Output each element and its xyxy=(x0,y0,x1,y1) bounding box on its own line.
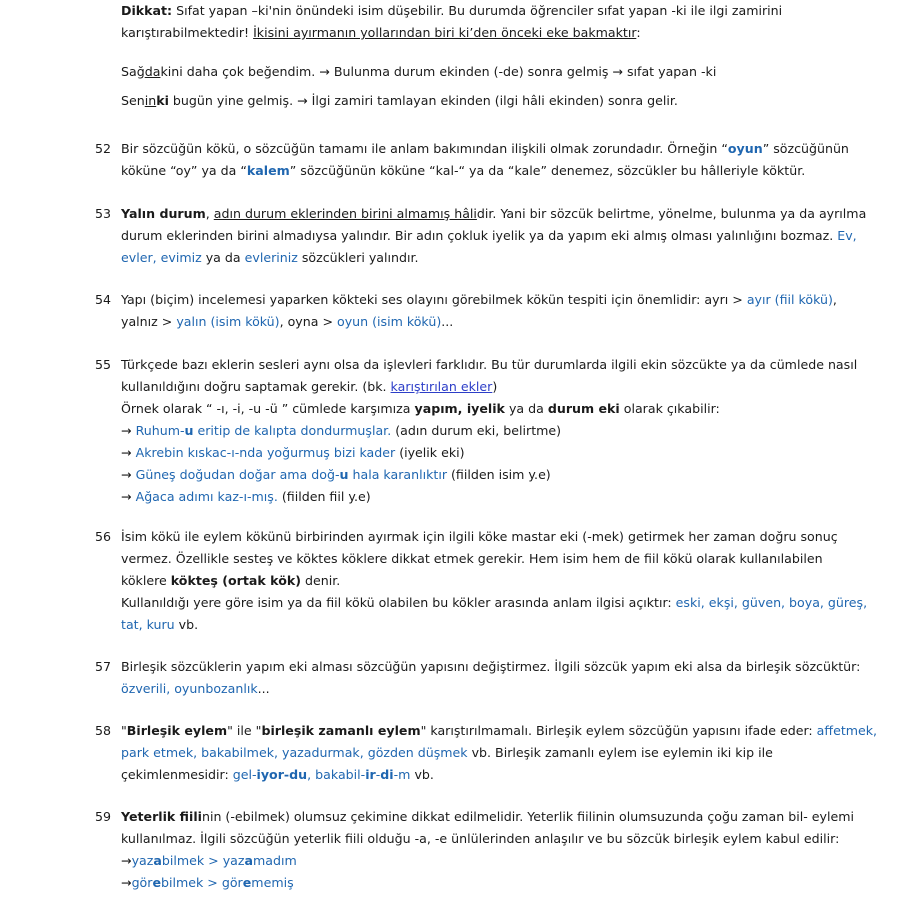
underlined-definition: adın durum eklerinden birini almamış hâli xyxy=(213,206,477,221)
example-text: yaz xyxy=(131,853,154,868)
example-suffix: ir xyxy=(365,767,376,782)
arrow-icon: → xyxy=(121,489,132,504)
text: çekimlenmesidir: xyxy=(121,767,233,782)
example-vowel: a xyxy=(153,853,162,868)
example-line xyxy=(121,486,881,508)
example-text: memiş xyxy=(251,875,294,890)
text: köklere xyxy=(121,573,171,588)
note-label: Dikkat: xyxy=(121,3,173,18)
text: " ile " xyxy=(227,723,262,738)
item-number: 57 xyxy=(95,659,112,674)
term: Birleşik eylem xyxy=(126,723,228,738)
underlined-rule: İkisini ayırmanın yollarından biri ki’den önceki eke bakmaktır xyxy=(253,25,637,40)
bold-suffix: ki xyxy=(156,93,169,108)
example-word: yalın (isim kökü) xyxy=(176,314,280,329)
example-text: Ağaca adımı kaz-ı-mış. xyxy=(135,489,278,504)
item-number: 52 xyxy=(95,141,112,156)
text: denir. xyxy=(300,573,341,588)
text: karıştırabilmektedir! xyxy=(121,25,254,40)
item-number: 56 xyxy=(95,529,112,544)
text: , oyna > xyxy=(279,314,338,329)
text: Sen xyxy=(121,93,145,108)
example-word: bakabil- xyxy=(315,767,366,782)
text: bugün yine gelmiş. → İlgi zamiri tamlayan ekinden (ilgi hâli ekinden) sonra gelir. xyxy=(168,93,678,108)
example-text: bilmek > yaz xyxy=(161,853,245,868)
text: kullanıldığını doğru saptamak gerekir. (bk. xyxy=(121,379,391,394)
text: Bir sözcüğün kökü, o sözcüğün tamamı ile anlam bakımından ilişkili olmak zorundadır. Örneğin “ xyxy=(121,141,728,156)
text: Örnek olarak “ -ı, -i, -u -ü ” cümlede karşımıza xyxy=(121,401,415,416)
separator: , xyxy=(307,767,316,782)
text: dir. Yani bir sözcük belirtme, yönelme, bulunma ya da ayrılma xyxy=(476,206,867,221)
term: kökteş (ortak kök) xyxy=(170,573,301,588)
example-word: - xyxy=(375,767,381,782)
example-suffix: u xyxy=(184,423,194,438)
example-word: ayır (fiil kökü) xyxy=(746,292,833,307)
text: , xyxy=(832,292,837,307)
text: kullanılmaz. İlgili sözcüğün yeterlik fiili olduğu -a, -e ünlülerinden anlaşılır ve bu sözcük birleşik eylem kabul edilir: xyxy=(121,831,840,846)
example-word: -m xyxy=(393,767,411,782)
text: köküne “oy” ya da “ xyxy=(121,163,247,178)
example-word: evleriniz xyxy=(244,250,298,265)
example-word: kalem xyxy=(246,163,290,178)
text: Birleşik sözcüklerin yapım eki alması sözcüğün yapısını değiştirmez. İlgili sözcük yapım eki alsa da birleşik sözcüktür: xyxy=(121,659,861,674)
arrow-icon: → xyxy=(121,467,132,482)
text: sözcükleri yalındır. xyxy=(297,250,419,265)
example-suffix: u xyxy=(339,467,349,482)
arrow-icon: → xyxy=(121,875,132,890)
text: " karıştırılmamalı. Birleşik eylem sözcüğün yapısını ifade eder: xyxy=(420,723,817,738)
text: Kullanıldığı yere göre isim ya da fiil kökü olabilen bu kökler arasında anlam ilgisi açıktır: xyxy=(121,595,676,610)
text: olarak çıkabilir: xyxy=(619,401,720,416)
term: durum eki xyxy=(547,401,620,416)
item-number: 53 xyxy=(95,206,112,221)
example-word: evler, evimiz xyxy=(121,250,202,265)
text: , xyxy=(205,206,214,221)
example-text: Güneş doğudan doğar ama doğ- xyxy=(135,467,340,482)
text: ya da xyxy=(201,250,245,265)
text: Sıfat yapan –ki'nin önündeki isim düşebilir. Bu durumda öğrenciler sıfat yapan -ki ile ilgi zamirini xyxy=(172,3,783,18)
text: İsim kökü ile eylem kökünü birbirinden ayırmak için ilgili köke mastar eki (-mek) getirmek her zaman doğru sonuç xyxy=(121,529,838,544)
term: birleşik zamanlı eylem xyxy=(261,723,421,738)
item-number: 54 xyxy=(95,292,112,307)
example-word: eski, ekşi, güven, boya, güreş, xyxy=(675,595,868,610)
example-line xyxy=(121,420,881,442)
example-text: bilmek > gör xyxy=(161,875,243,890)
text: durum eklerinden birini almadıysa yalındır. Bir adın çokluk iyelik ya da yapım eki almış olması yalınlığını bozmaz. xyxy=(121,228,838,243)
example-suffix: iyor-du xyxy=(256,767,308,782)
text: Yapı (biçim) incelemesi yaparken kökteki ses olayını görebilmek kökün tespiti için önemlidir: ayrı > xyxy=(121,292,747,307)
example-suffix: di xyxy=(380,767,394,782)
arrow-icon: → xyxy=(121,445,132,460)
example-vowel: e xyxy=(242,875,252,890)
example-line xyxy=(121,872,881,894)
arrow-icon: → xyxy=(121,853,132,868)
example-text: eritip de kalıpta dondurmuşlar. xyxy=(193,423,392,438)
item-number: 55 xyxy=(95,357,112,372)
example-word: tat, kuru xyxy=(121,617,175,632)
example-word: gel- xyxy=(232,767,257,782)
item-number: 58 xyxy=(95,723,112,738)
text: vb. xyxy=(410,767,434,782)
term: Yeterlik fiili xyxy=(121,809,202,824)
example-vowel: e xyxy=(152,875,161,890)
example-line xyxy=(121,850,881,872)
underlined-suffix: in xyxy=(144,93,157,108)
explanation: (fiilden fiil y.e) xyxy=(277,489,371,504)
term: Yalın durum xyxy=(121,206,206,221)
example-line xyxy=(121,442,881,464)
term: yapım, iyelik xyxy=(414,401,505,416)
text: ) xyxy=(492,379,498,394)
example-word: özverili, oyunbozanlık xyxy=(121,681,258,696)
text: ya da xyxy=(504,401,548,416)
example-line xyxy=(121,464,881,486)
text: kini daha çok beğendim. → Bulunma durum ekinden (-de) sonra gelmiş → sıfat yapan -ki xyxy=(160,64,717,79)
text: ” sözcüğünün köküne “kal-“ ya da “kale” denemez, sözcükler bu hâlleriyle köktür. xyxy=(289,163,806,178)
example-text: Akrebin kıskac-ı-nda yoğurmuş bizi kader xyxy=(135,445,396,460)
arrow-icon: → xyxy=(121,423,132,438)
example-vowel: a xyxy=(244,853,253,868)
intro-line-1 xyxy=(121,0,881,22)
text: : xyxy=(636,25,641,40)
explanation: (fiilden isim y.e) xyxy=(447,467,551,482)
explanation: (iyelik eki) xyxy=(395,445,465,460)
link-karistirilan-ekler[interactable]: karıştırılan ekler xyxy=(390,379,493,394)
intro-line-2 xyxy=(121,22,881,44)
text: vermez. Özellikle sesteş ve köktes köklere dikkat etmek gerekir. Hem isim hem de fiil kökü olarak kullanılabilen xyxy=(121,551,823,566)
example-text: gör xyxy=(131,875,153,890)
text: vb. xyxy=(174,617,199,632)
example-word: oyun (isim kökü) xyxy=(337,314,442,329)
text: Türkçede bazı eklerin sesleri aynı olsa da işlevleri farklıdır. Bu tür durumlarda ilgili ekin sözcükte ya da cümlede nasıl xyxy=(121,357,858,372)
text: ... xyxy=(441,314,454,329)
text: Sağ xyxy=(121,64,145,79)
text: ” sözcüğünün xyxy=(762,141,849,156)
example-text: madım xyxy=(252,853,297,868)
text: yalnız > xyxy=(121,314,177,329)
item-number: 59 xyxy=(95,809,112,824)
example-word: Ev, xyxy=(837,228,857,243)
example-text: hala karanlıktır xyxy=(348,467,447,482)
example-text: Ruhum- xyxy=(135,423,185,438)
underlined-suffix: da xyxy=(144,64,161,79)
explanation: (adın durum eki, belirtme) xyxy=(391,423,562,438)
text: vb. Birleşik zamanlı eylem ise eylemin iki kip ile xyxy=(467,745,773,760)
example-word: affetmek, xyxy=(816,723,878,738)
text: ... xyxy=(257,681,270,696)
example-word: park etmek, bakabilmek, yazadurmak, gözden düşmek xyxy=(121,745,468,760)
example-word: oyun xyxy=(727,141,763,156)
text: " xyxy=(121,723,127,738)
text: nin (-ebilmek) olumsuz çekimine dikkat edilmelidir. Yeterlik fiilinin olumsuzunda çoğu zaman bil- eylemi xyxy=(201,809,854,824)
